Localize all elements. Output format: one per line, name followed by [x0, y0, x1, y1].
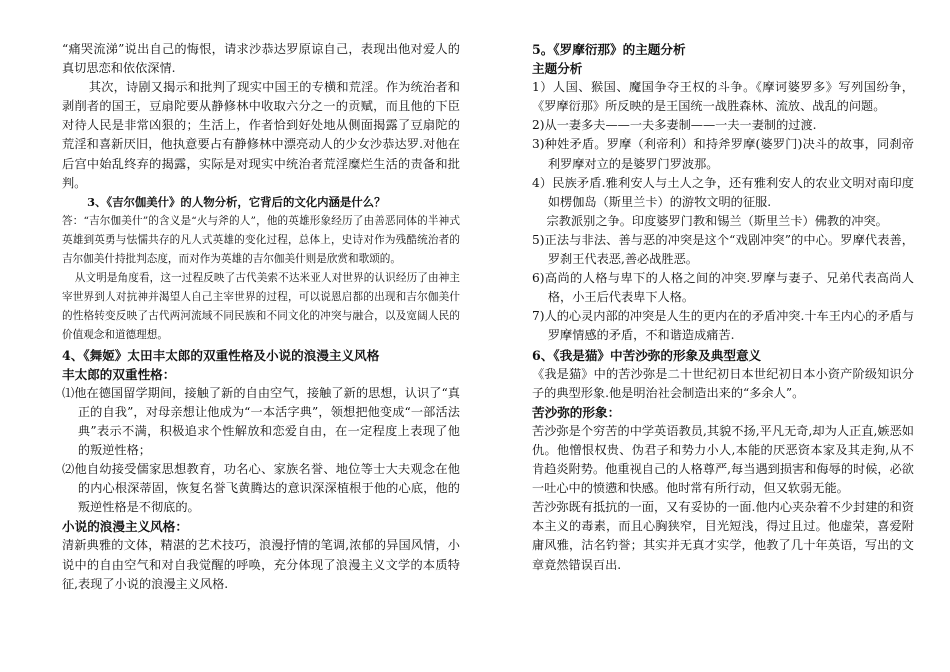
right-column	[532, 40, 914, 575]
subsection-heading: 小说的浪漫主义风格：	[62, 519, 188, 535]
answer-paragraph: 从文明是角度看，这一过程反映了古代美索不达米亚人对世界的认识经历了由神主宰世界到人对抗神并渴望人自己主宰世界的过程，可以说恩启都的出现和吉尔伽美什的性格转变反映了古代两河流域不同民族和不同文化的冲突与融合，以及宽阔人民的价值观念和道德理想。	[62, 272, 460, 342]
list-item: ⑵他自幼接受儒家思想教育，功名心、家族名誉、地位等士大夫观念在他的内心根深蒂固，恢复名誉飞黄腾达的意识深深植根于他的心底，他的叛逆性格是不彻底的。	[62, 462, 460, 515]
paragraph: 其次，诗剧又揭示和批判了现实中国王的专横和荒淫。作为统治者和剥削者的国王，豆扇陀要从静修林中收取六分之一的贡赋，而且他的下臣对待人民是非常凶狠的；生活上，作者恰到好处地从侧面揭露了豆扇陀的荒淫和喜新厌旧，他执意要占有静修林中漂亮动人的少女沙恭达罗.对他在后宫中始乱终弃的揭露，实际是对现实中统治者荒淫糜烂生活的责备和批判。	[62, 80, 460, 190]
paragraph: 苦沙弥是个穷苦的中学英语教员,其貌不扬,平凡无奇,却为人正直,嫉恶如仇。他憎恨权贵、伪君子和势力小人,本能的厌恶资本家及其走狗,从不肯趋炎附势。他重视自己的人格尊严,每当遇到损害和侮辱的时候，必欲一吐心中的愤懑和快感。他时常有所行动，但又软弱无能。	[532, 423, 914, 496]
section-heading: 6、《我是猫》中苦沙弥的形象及典型意义	[532, 347, 762, 363]
list-item: 1）人国、猴国、魔国争夺王权的斗争。《摩诃婆罗多》写列国纷争，《罗摩衍那》所反映的是王国统一战胜森林、流放、战乱的问题。	[532, 80, 914, 114]
paragraph: 苦沙弥既有抵抗的一面，又有妥协的一面.他内心夹杂着不少封建的和资本主义的毒素，而且心胸狭窄，目光短浅，得过且过。他虚荣，喜爱附庸风雅，沽名钓誉；其实并无真才实学，他教了几十年英语，写出的文章竟然错误百出.	[532, 500, 914, 572]
paragraph: 清新典雅的文体，精湛的艺术技巧，浪漫抒情的笔调,浓郁的异国风情，小说中的自由空气和对自我觉醒的呼唤，充分体现了浪漫主义文学的本质特征,表现了小说的浪漫主义风格.	[62, 538, 460, 591]
section-heading: 5。《罗摩衍那》的主题分析	[532, 42, 686, 57]
list-item: 5)正法与非法、善与恶的冲突是这个“戏剧冲突”的中心。罗摩代表善，罗刹王代表恶,善必战胜恶。	[532, 232, 914, 267]
question-heading: 3、《吉尔伽美什》的人物分析，它背后的文化内涵是什么？	[87, 194, 386, 209]
subsection-heading: 主题分析	[532, 61, 583, 77]
left-column	[62, 40, 460, 594]
list-item: 3)种姓矛盾。罗摩（利帝利）和持斧罗摩(婆罗门)决斗的故事，同刹帝利罗摩对立的是婆罗门罗波那。	[532, 137, 914, 171]
list-item: 7)人的心灵内部的冲突是人生的更内在的矛盾冲突.十车王内心的矛盾与罗摩情感的矛盾，不和谐造成痛苦.	[532, 309, 915, 343]
answer-paragraph: 答：“吉尔伽美什”的含义是“火与斧的人”，他的英雄形象经历了由善恶同体的半神式英雄到英勇与怯懦共存的凡人式英雄的变化过程，总体上，史诗对作为残酷统治者的吉尔伽美什持批判态度，而对作为英雄的吉尔伽美什则是欣赏和歌颂的。	[62, 214, 460, 266]
list-item-continuation: 宗教派别之争。印度婆罗门教和锡兰（斯里兰卡）佛教的冲突。	[546, 213, 888, 228]
paragraph: “痛哭流涕”说出自己的悔恨，请求沙恭达罗原谅自己，表现出他对爱人的真切思恋和依依深情.	[62, 42, 460, 76]
subsection-heading: 丰太郎的双重性格：	[62, 366, 176, 382]
list-item: 2)从一妻多夫——一夫多妻制——一夫一妻制的过渡.	[532, 118, 817, 133]
list-item: 4）民族矛盾.雅利安人与土人之争，还有雅利安人的农业文明对南印度如楞伽岛（斯里兰卡）的游牧文明的征服.	[532, 175, 914, 209]
list-item: 6)高尚的人格与卑下的人格之间的冲突.罗摩与妻子、兄弟代表高尚人格，小王后代表卑下人格。	[532, 271, 914, 305]
paragraph: 《我是猫》中的苦沙弥是二十世纪初日本世纪初日本小资产阶级知识分子的典型形象.他是明治社会制造出来的“多余人”。	[532, 366, 914, 400]
subsection-heading: 苦沙弥的形象：	[532, 404, 621, 420]
section-heading: 4、《舞姬》太田丰太郎的双重性格及小说的浪漫主义风格	[62, 347, 380, 363]
list-item: ⑴他在德国留学期间，接触了新的自由空气，接触了新的思想，认识了“真正的自我”，对母亲想让他成为“一本活字典”，领想把他变成“一部活法典”表示不满，积极追求个性解放和恋爱自由，在一定程度上表现了他的叛逆性格；	[62, 385, 460, 457]
